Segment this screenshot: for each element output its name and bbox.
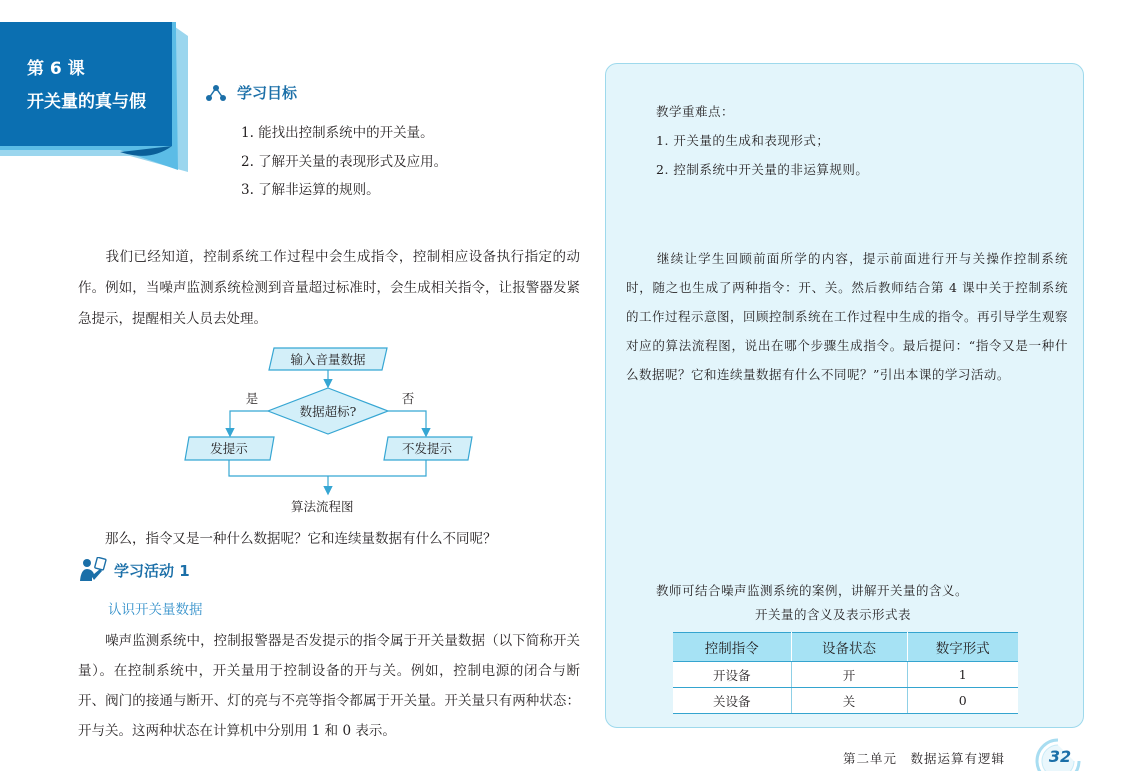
lesson-title: 开关量的真与假: [27, 92, 146, 112]
objectives-heading-text: 学习目标: [237, 84, 298, 102]
table-header-cell: 控制指令: [673, 633, 791, 662]
flow-yes-label: 是: [245, 391, 259, 406]
table-cell: 0: [907, 688, 1018, 714]
teacher-note-case: 教师可结合噪声监测系统的案例，讲解开关量的含义。: [656, 583, 969, 598]
table-cell: 关设备: [673, 688, 791, 714]
switch-quantity-table: [673, 632, 1018, 714]
flow-no-label: 否: [401, 391, 415, 406]
question-paragraph-text: 那么，指令又是一种什么数据呢？它和连续量数据有什么不同呢？: [105, 531, 497, 547]
lesson-number: 第 6 课: [27, 59, 85, 79]
objective-item: 2. 了解开关量的表现形式及应用。: [241, 153, 448, 170]
intro-paragraph: [78, 242, 580, 335]
table-caption: 开关量的含义及表示形式表: [755, 607, 912, 622]
objectives-heading: [205, 82, 297, 103]
table-header-cell: 设备状态: [791, 633, 907, 662]
question-paragraph: [78, 524, 580, 555]
flow-no-action-label: 不发提示: [401, 441, 453, 456]
teacher-note-paragraph: 继续让学生回顾前面所学的内容，提示前面进行开与关操作控制系统时，随之也生成了两种指令：开、关。然后教师结合第 4 课中关于控制系统的工作过程示意图，回顾控制系统在工作过程中生成的指令。再引导学生观察对应的算法流程图，说出在哪个步骤生成指令。最后提问：“指令又是一种什么数据呢？它和连续量数据有什么不同呢？”引出本课的学习活动。: [626, 251, 1069, 382]
flow-decision-label: 数据超标?: [299, 404, 357, 419]
table-cell: 关: [791, 688, 907, 714]
footer-unit-title: 第二单元 数据运算有逻辑: [843, 751, 1006, 766]
table-header-cell: 数字形式: [907, 633, 1018, 662]
intro-paragraph-text: 我们已经知道，控制系统工作过程中会生成指令，控制相应设备执行指定的动作。例如，当噪声监测系统检测到音量超过标准时，会生成相关指令，让报警器发紧急提示，提醒相关人员去处理。: [78, 249, 580, 327]
lesson-tab: [0, 22, 188, 172]
learner-icon: [78, 557, 108, 583]
activity-paragraph: [78, 626, 580, 746]
flowchart-caption: 算法流程图: [291, 499, 354, 514]
objective-item: 1. 能找出控制系统中的开关量。: [241, 125, 434, 141]
objectives-list: [241, 119, 447, 205]
activity-subheading: 认识开关量数据: [108, 602, 203, 618]
activity-heading-text: 学习活动 1: [114, 561, 190, 580]
key-point-item: 2. 控制系统中开关量的非运算规则。: [656, 162, 869, 177]
flow-yes-action-label: 发提示: [210, 441, 248, 456]
key-point-item: 1. 开关量的生成和表现形式；: [656, 133, 830, 148]
page-number: 32: [1048, 747, 1072, 766]
table-cell: 1: [907, 662, 1018, 688]
key-points-title: 教学重难点：: [656, 104, 735, 119]
table-cell: 开: [791, 662, 907, 688]
objective-item: 3. 了解非运算的规则。: [241, 182, 380, 198]
activity-paragraph-text: 噪声监测系统中，控制报警器是否发提示的指令属于开关量数据（以下简称开关量）。在控制系统中，开关量用于控制设备的开与关。例如，控制电源的闭合与断开、阀门的接通与断开、灯的亮与不亮等指令都属于开关量。开关量只有两种状态：开与关。这两种状态在计算机中分别用 1 和 0 表示。: [78, 633, 580, 739]
key-points-list: [656, 126, 868, 184]
algorithm-flowchart: [180, 343, 480, 523]
flow-input-label: 输入音量数据: [290, 352, 366, 367]
table-row: [673, 662, 1018, 688]
network-icon: [205, 84, 227, 102]
table-row: [673, 688, 1018, 714]
table-cell: 开设备: [673, 662, 791, 688]
activity-heading: [78, 557, 190, 583]
table-header-row: [673, 633, 1018, 662]
